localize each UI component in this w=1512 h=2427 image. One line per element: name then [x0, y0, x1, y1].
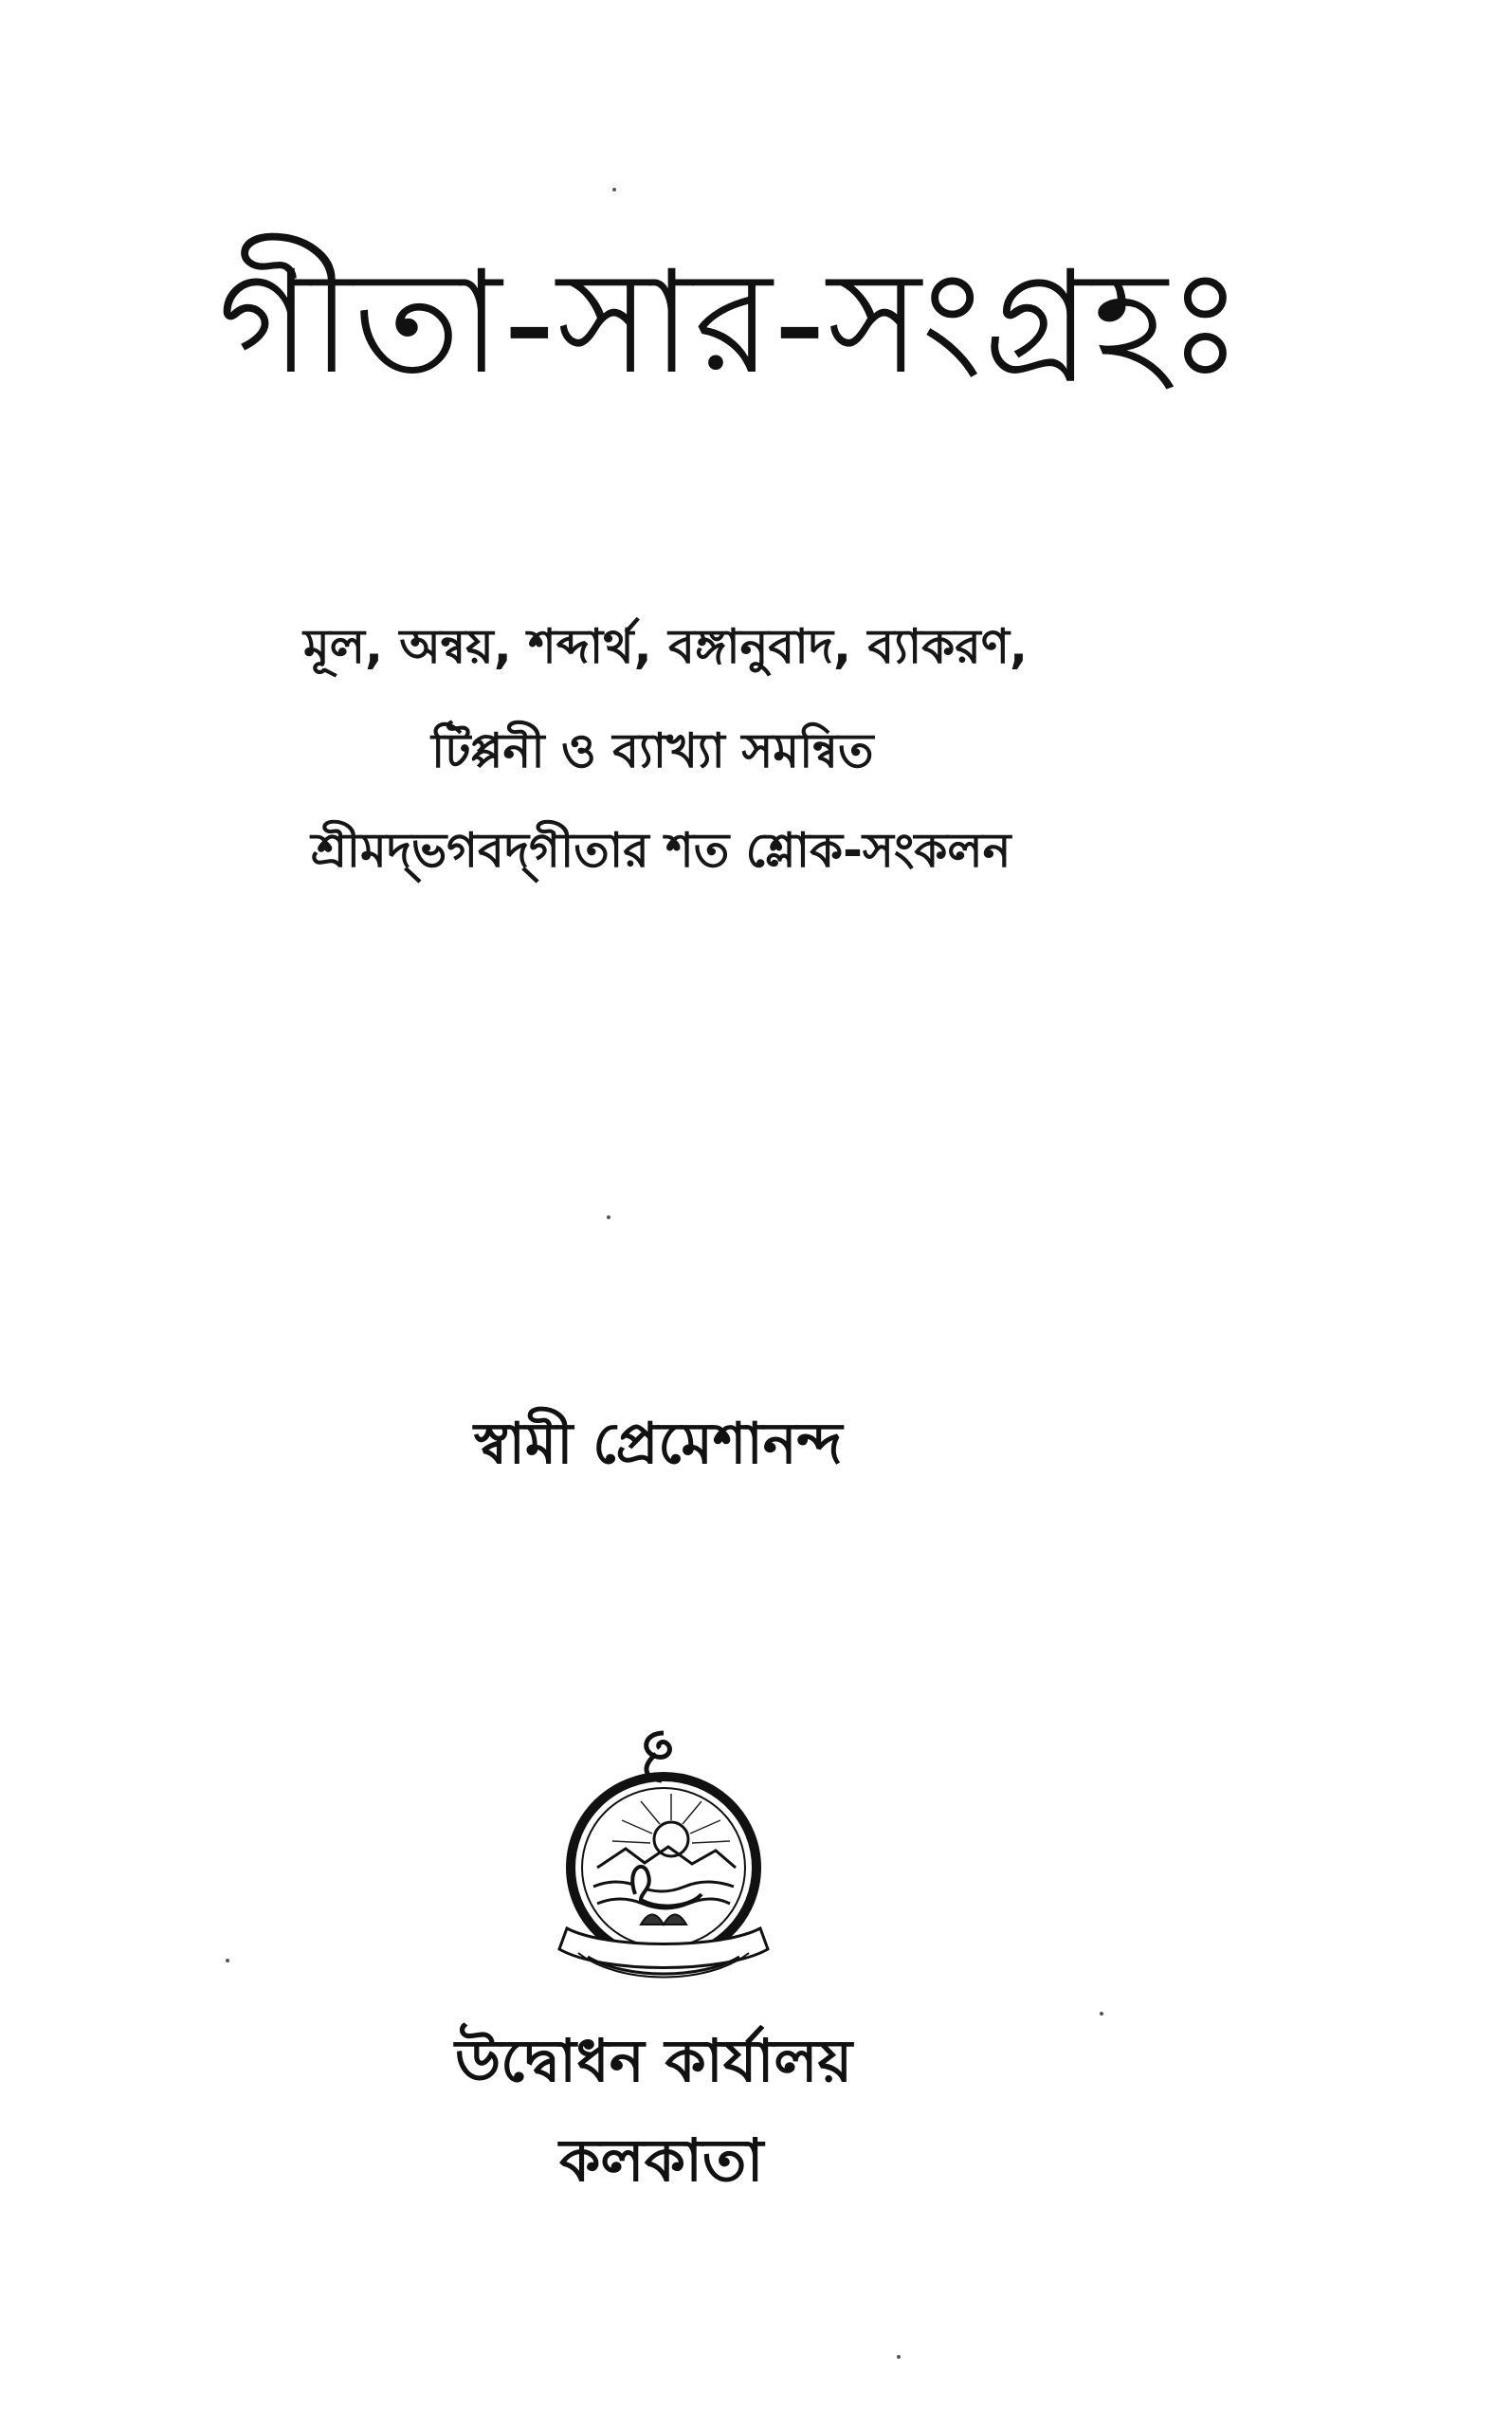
publisher-name: উদ্বোধন কার্যালয়	[455, 2026, 853, 2095]
ramakrishna-math-emblem-icon	[550, 1725, 777, 1991]
paper-speck	[226, 1959, 229, 1962]
paper-speck	[607, 1215, 610, 1219]
paper-speck	[612, 188, 616, 192]
author-name: স্বামী প্রেমেশানন্দ	[474, 1411, 843, 1477]
book-title: গীতা-সার-সংগ্রহঃ	[218, 241, 1246, 406]
publisher-city: কলকাতা	[559, 2126, 764, 2195]
subtitle-line-2: টিপ্পনী ও ব্যাখ্যা সমন্বিত	[431, 723, 874, 778]
paper-speck	[1100, 2012, 1103, 2016]
paper-speck	[897, 2355, 901, 2359]
subtitle-line-1: মূল, অন্বয়, শব্দার্থ, বঙ্গানুবাদ, ব্যাকরণ,	[303, 619, 1028, 674]
subtitle-line-3: শ্রীমদ্‌ভগবদ্‌গীতার শত শ্লোক-সংকলন	[311, 823, 1011, 878]
